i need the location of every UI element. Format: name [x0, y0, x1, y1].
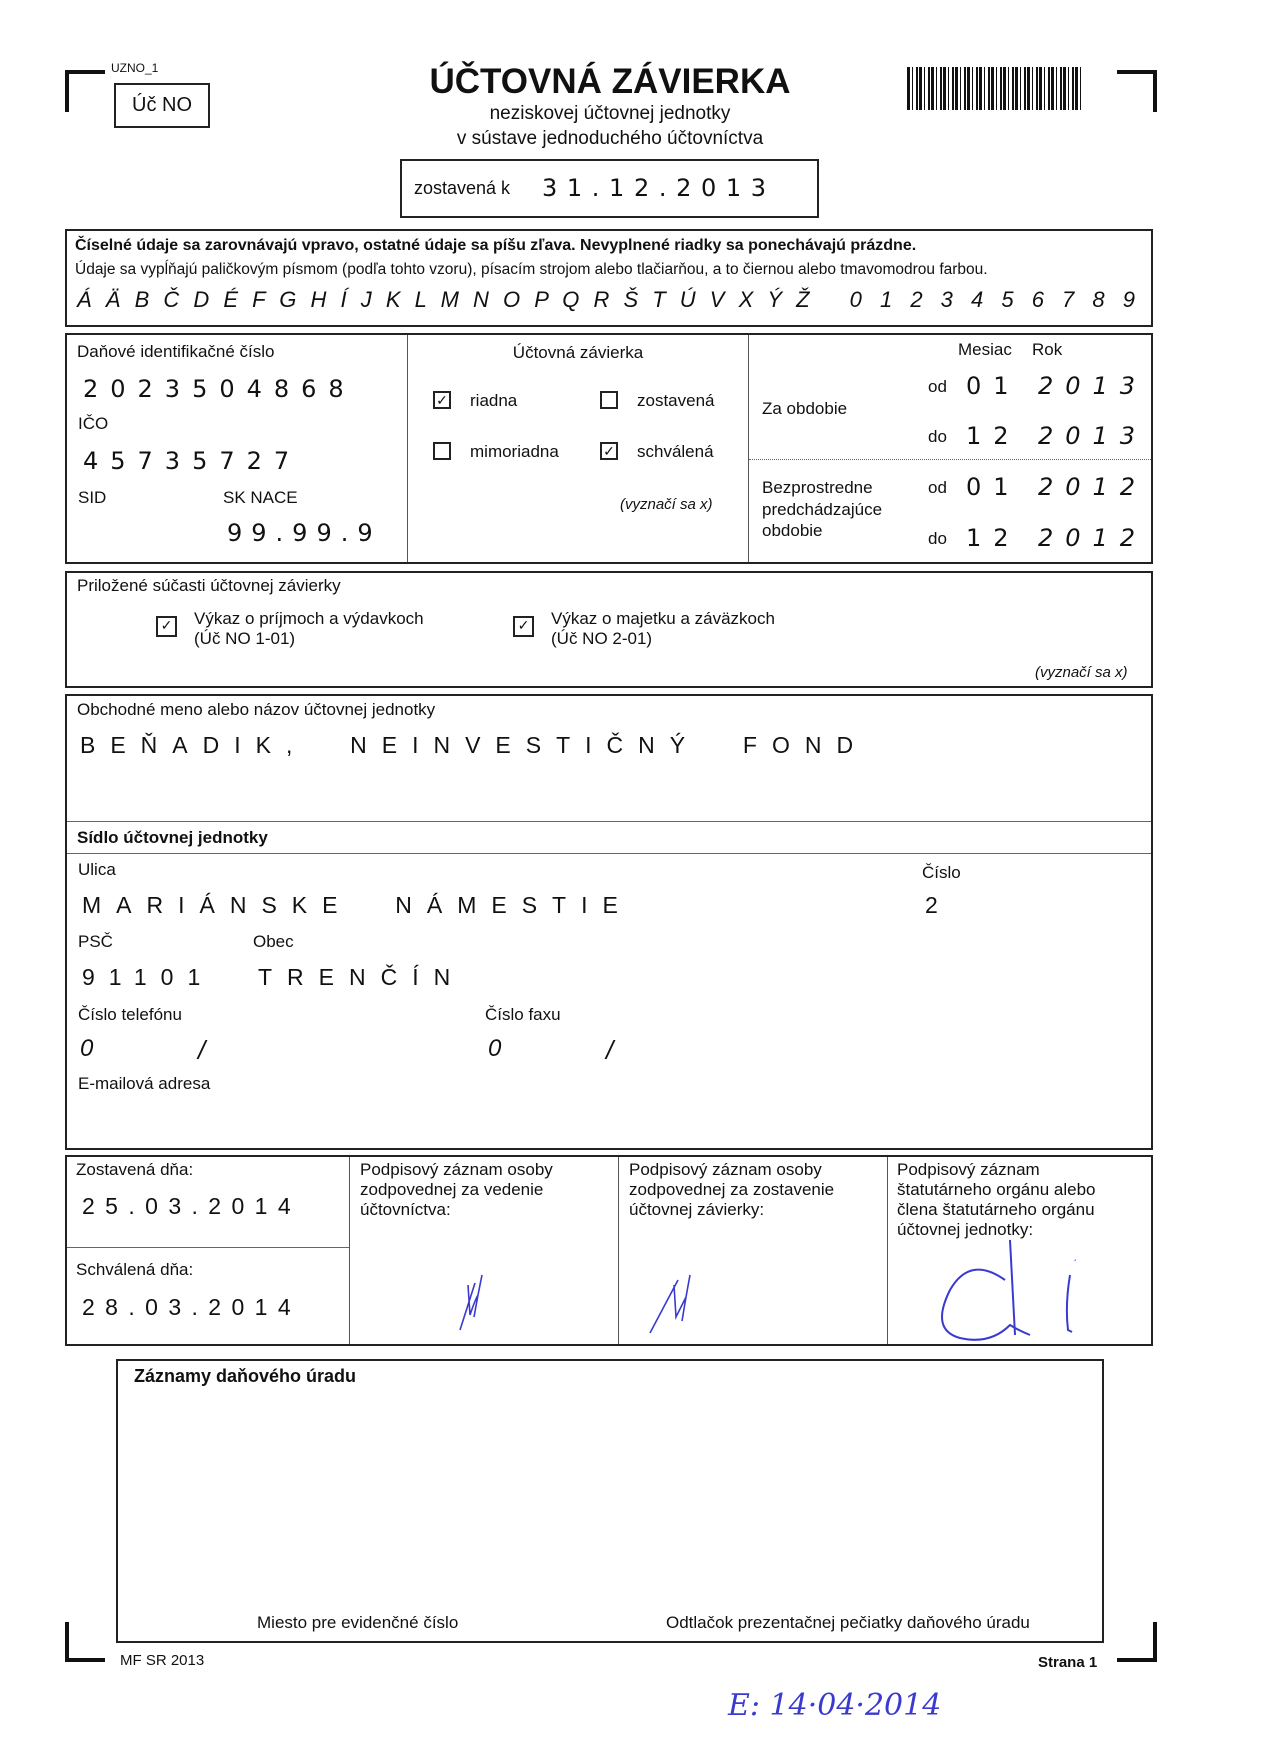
previous-period-label: predchádzajúce [762, 500, 883, 519]
dic-label: Daňové identifikačné číslo [77, 342, 275, 361]
attachments-title: Priložené súčasti účtovnej závierky [77, 576, 341, 595]
tax-office-title: Záznamy daňového úradu [134, 1366, 357, 1386]
entity-name-value: BEŇADIK, NEINVESTIČNÝ FOND [80, 732, 869, 758]
tax-office-section [116, 1359, 1104, 1643]
compiled-date-label: Zostavená dňa: [76, 1160, 194, 1179]
current-period-label: Za obdobie [762, 399, 848, 418]
fax-separator: / [606, 1035, 614, 1065]
attachment-code: (Úč NO 2-01) [551, 629, 653, 648]
checkbox-balance-statement[interactable]: ✓ [513, 616, 534, 637]
street-value: MARIÁNSKE NÁMESTIE [82, 892, 633, 918]
mark-note: (vyznačí sa x) [1035, 664, 1128, 681]
sid-label: SID [78, 488, 107, 507]
entity-section [65, 694, 1153, 1150]
current-to-year: 2013 [1038, 422, 1148, 450]
signature-compiler [640, 1255, 720, 1335]
attachment-label: Výkaz o majetku a záväzkoch [551, 609, 775, 628]
compiled-to-value: 3 1 . 1 2 . 2 0 1 3 [542, 174, 768, 202]
registration-mark-bottom-left [65, 1622, 105, 1662]
divider [748, 335, 749, 562]
previous-to-month: 12 [966, 524, 1021, 552]
month-label: Mesiac [958, 340, 1012, 359]
sample-numbers: 0 1 2 3 4 5 6 7 8 9 [849, 287, 1141, 312]
fax-prefix: 0 [488, 1035, 502, 1062]
divider [349, 1157, 350, 1344]
previous-period-label: Bezprostredne [762, 478, 873, 497]
city-value: TRENČÍN [258, 964, 466, 990]
registration-number-label: Miesto pre evidenčné číslo [257, 1613, 459, 1632]
checkbox-mimoriadna[interactable] [433, 442, 451, 460]
previous-from-year: 2012 [1038, 473, 1148, 501]
number-label: Číslo [922, 863, 961, 882]
approved-date-label: Schválená dňa: [76, 1260, 194, 1279]
phone-prefix: 0 [80, 1035, 94, 1062]
current-to-month: 12 [966, 422, 1021, 450]
checkbox-riadna[interactable]: ✓ [433, 391, 451, 409]
ico-value: 45735727 [83, 447, 302, 475]
compiled-to-label: zostavená k [414, 178, 511, 198]
compiler-signature-label: Podpisový záznam osoby zodpovednej za zostavenie účtovnej závierky: [629, 1160, 835, 1219]
option-label: riadna [470, 391, 518, 410]
barcode [907, 67, 1084, 110]
zip-label: PSČ [78, 932, 113, 951]
nace-value: 99.99.9 [227, 519, 382, 547]
to-label: do [928, 427, 947, 446]
checkbox-zostavena[interactable] [600, 391, 618, 409]
form-code: UZNO_1 [111, 61, 159, 75]
phone-separator: / [198, 1035, 206, 1065]
email-label: E-mailová adresa [78, 1074, 211, 1093]
subtitle-2: v sústave jednoduchého účtovníctva [456, 128, 764, 149]
stamp-label: Odtlačok prezentačnej pečiatky daňového úradu [666, 1613, 1030, 1632]
handwritten-date-note: E: 14·04·2014 [728, 1688, 942, 1723]
accounting-signature-label: Podpisový záznam osoby zodpovednej za vedenie účtovníctva: [360, 1160, 553, 1219]
nace-label: SK NACE [223, 488, 298, 507]
previous-to-year: 2012 [1038, 524, 1148, 552]
sample-letters: Á Ä B Č D É F G H Í J K L M N O P Q R Š T Ú V X Ý Ž [77, 287, 814, 312]
registration-mark-bottom-right [1117, 1622, 1157, 1662]
zip-value: 91101 [82, 964, 215, 990]
number-value: 2 [925, 892, 953, 918]
previous-from-month: 01 [966, 473, 1021, 501]
year-label: Rok [1032, 340, 1063, 359]
current-from-month: 01 [966, 372, 1021, 400]
page-number: Strana 1 [1038, 1654, 1098, 1671]
mark-note: (vyznačí sa x) [620, 496, 713, 513]
checkbox-schvalena[interactable]: ✓ [600, 442, 618, 460]
compiled-to-box [400, 159, 819, 218]
form-badge: Úč NO [114, 83, 210, 128]
attachment-code: (Úč NO 1-01) [194, 629, 296, 648]
to-label: do [928, 529, 947, 548]
page-title: ÚČTOVNÁ ZÁVIERKA [429, 62, 791, 101]
from-label: od [928, 377, 947, 396]
signature-accounting [430, 1255, 510, 1335]
dic-value: 2023504868 [83, 375, 356, 403]
compiled-date-value: 2 5 . 0 3 . 2 0 1 4 [82, 1193, 293, 1219]
option-label: mimoriadna [470, 442, 559, 461]
street-label: Ulica [78, 860, 116, 879]
previous-period-label: obdobie [762, 521, 823, 540]
signature-statutory [900, 1220, 1140, 1345]
attachment-label: Výkaz o príjmoch a výdavkoch [194, 609, 424, 628]
divider [407, 335, 408, 562]
divider [67, 1247, 349, 1248]
approved-date-value: 2 8 . 0 3 . 2 0 1 4 [82, 1294, 293, 1320]
instructions-box [65, 229, 1153, 327]
fax-label: Číslo faxu [485, 1005, 561, 1024]
divider [67, 821, 1151, 822]
registration-mark-top-right [1117, 70, 1157, 112]
entity-name-label: Obchodné meno alebo názov účtovnej jednotky [77, 700, 436, 719]
registration-mark-top-left [65, 70, 105, 112]
seat-label: Sídlo účtovnej jednotky [77, 828, 268, 847]
statutory-signature-label: Podpisový záznam štatutárneho orgánu alebo člena štatutárneho orgánu účtovnej jednotky: [897, 1160, 1096, 1239]
option-label: schválená [637, 442, 714, 461]
footer-left: MF SR 2013 [120, 1652, 205, 1669]
instructions-line-1: Číselné údaje sa zarovnávajú vpravo, ostatné údaje sa píšu zľava. Nevyplnené riadky sa ponechávajú prázdne. [75, 237, 917, 254]
phone-label: Číslo telefónu [78, 1005, 182, 1024]
from-label: od [928, 478, 947, 497]
divider [887, 1157, 888, 1344]
statement-type-title: Účtovná závierka [512, 343, 644, 362]
current-from-year: 2013 [1038, 372, 1148, 400]
city-label: Obec [253, 932, 294, 951]
instructions-line-2: Údaje sa vypĺňajú paličkovým písmom (podľa tohto vzoru), písacím strojom alebo tlačiarňou, a to čiernou alebo tmavomodrou farbou. [75, 261, 988, 278]
divider [618, 1157, 619, 1344]
subtitle-1: neziskovej účtovnej jednotky [489, 103, 731, 124]
option-label: zostavená [637, 391, 715, 410]
checkbox-income-statement[interactable]: ✓ [156, 616, 177, 637]
divider [67, 853, 1151, 854]
divider [749, 459, 1151, 460]
ico-label: IČO [78, 414, 109, 433]
